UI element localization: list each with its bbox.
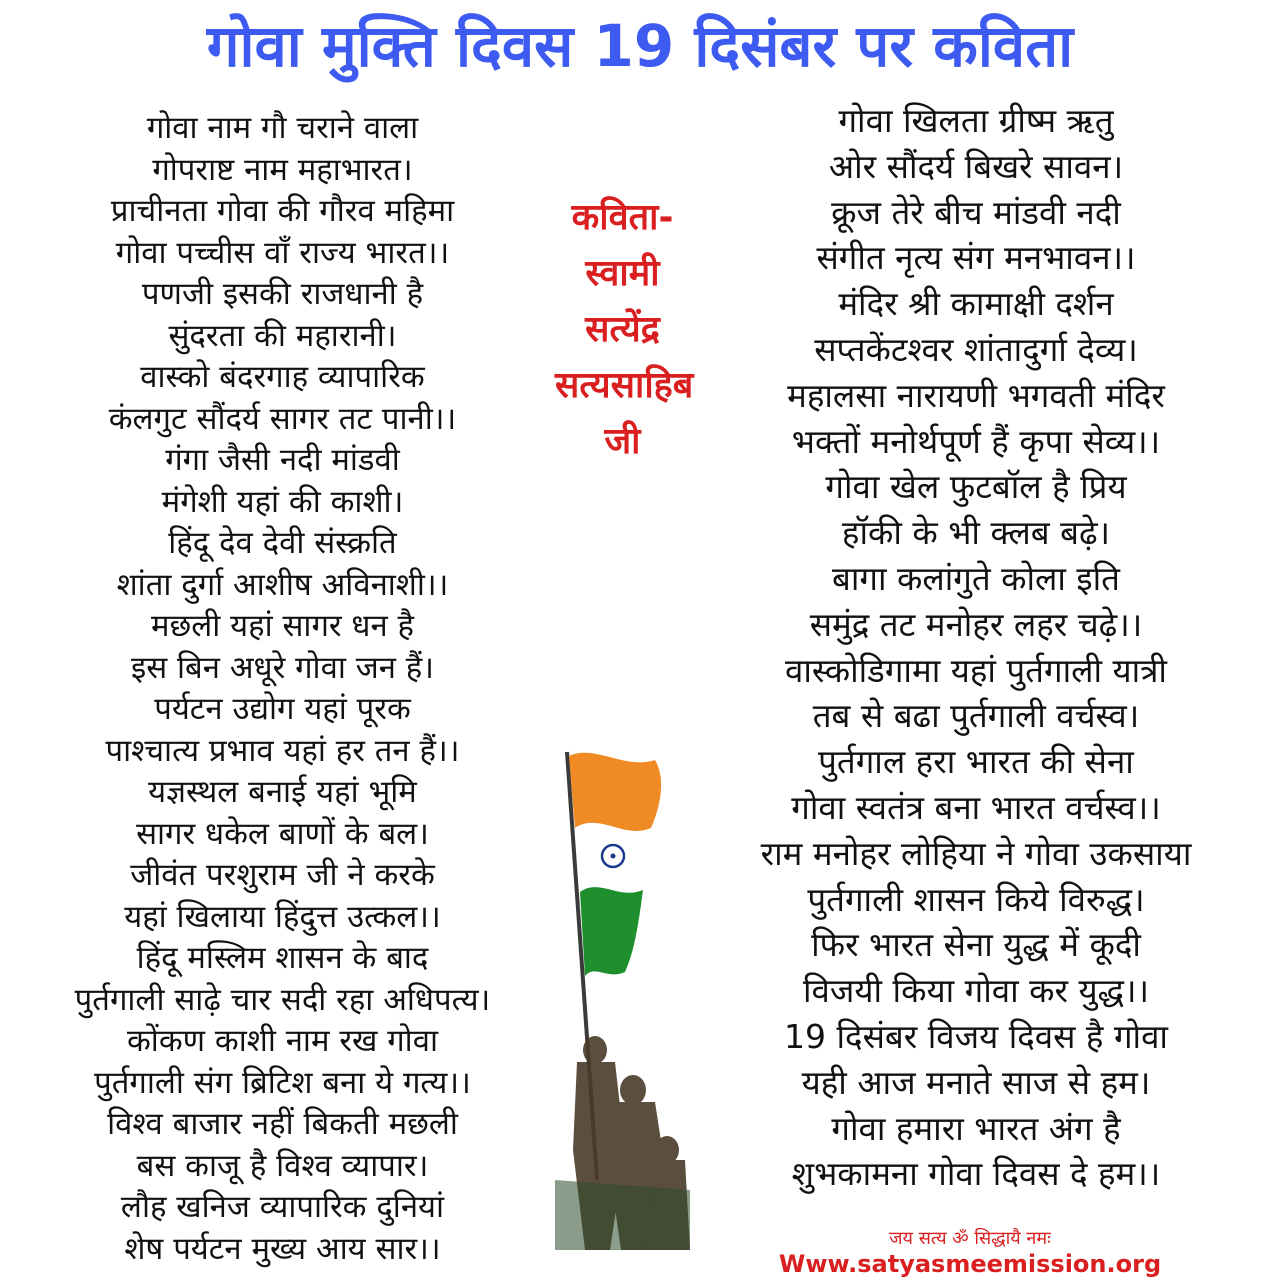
flag-saffron-band: [569, 753, 661, 831]
poem-line: सप्तकेंटश्वर शांतादुर्गा देव्य।: [814, 329, 1138, 369]
poem-line: जीवंत परशुराम जी ने करके: [130, 857, 435, 893]
poem-line: तब से बढा पुर्तगाली वर्चस्व।: [812, 696, 1140, 736]
poem-line: मंदिर श्री कामाक्षी दर्शन: [838, 284, 1114, 324]
poem-line: वास्को बंदरगाह व्यापारिक: [140, 359, 425, 395]
poem-line: गोवा नाम गौ चराने वाला: [146, 110, 419, 146]
poem-title: गोवा मुक्ति दिवस 19 दिसंबर पर कविता: [206, 12, 1074, 80]
poem-line: प्राचीनता गोवा की गौरव महिमा: [110, 193, 455, 229]
poem-line: शुभकामना गोवा दिवस दे हम।।: [791, 1154, 1161, 1194]
poem-line: पुर्तगाली संग ब्रिटिश बना ये गत्य।।: [94, 1064, 471, 1101]
poem-line: लौह खनिज व्यापारिक दुनियां: [120, 1189, 445, 1225]
poem-line: शेष पर्यटन मुख्य आय सार।।: [124, 1230, 441, 1267]
poem-line: गोवा खिलता ग्रीष्म ऋतु: [838, 101, 1114, 140]
poem-line: यहां खिलाया हिंदुत्त उत्कल।।: [124, 898, 441, 935]
poet-credit-line: स्वामी: [585, 253, 660, 294]
poem-line: गोवा खेल फुटबॉल है प्रिय: [825, 467, 1127, 507]
flag-green-band: [580, 887, 643, 976]
poem-line: यही आज मनाते साज से हम।: [801, 1062, 1151, 1102]
poem-line: ओर सौंदर्य बिखरे सावन।: [828, 146, 1124, 186]
poem-line: शांता दुर्गा आशीष अविनाशी।।: [116, 566, 449, 603]
poem-line: मछली यहां सागर धन है: [150, 608, 415, 644]
center-panel: [555, 190, 694, 1250]
poet-credit-line: जी: [604, 421, 641, 462]
poem-line: हिंदू मस्लिम शासन के बाद: [136, 940, 429, 976]
poem-line: विजयी किया गोवा कर युद्ध।।: [803, 971, 1149, 1011]
poem-line: भक्तों मनोर्थपूर्ण हैं कृपा सेव्य।।: [791, 421, 1161, 461]
poem-line: पाश्चात्य प्रभाव यहां हर तन हैं।।: [105, 732, 460, 769]
website-link[interactable]: Www.satyasmeemission.org: [778, 1250, 1162, 1278]
poem-right-column: [672, 98, 1280, 1197]
poem-line: बागा कलांगुते कोला इति: [831, 558, 1120, 598]
poem-line: बस काजू है विश्व व्यापार।: [136, 1147, 429, 1184]
poem-line: कोंकण काशी नाम रख गोवा: [127, 1023, 438, 1059]
poem-line: गोवा पच्चीस वाँ राज्य भारत।।: [115, 234, 450, 271]
poem-line: मंगेशी यहां की काशी।: [161, 483, 404, 520]
poem-line: फिर भारत सेना युद्ध में कूदी: [811, 925, 1141, 965]
poem-line: इस बिन अधूरे गोवा जन हैं।: [131, 649, 434, 686]
poem-line: कंलगुट सौंदर्य सागर तट पानी।।: [108, 400, 457, 437]
poem-line: सागर धकेल बाणों के बल।: [136, 815, 429, 852]
poem-line: क्रूज तेरे बीच मांडवी नदी: [831, 192, 1121, 232]
soldiers-shadow: [555, 1180, 690, 1250]
poet-credit-line: सत्यसाहिब: [555, 365, 694, 406]
poem-line: वास्कोडिगामा यहां पुर्तगाली यात्री: [785, 650, 1167, 690]
poem-line: यज्ञस्थल बनाई यहां भूमि: [148, 774, 417, 810]
poem-line: सुंदरता की महारानी।: [168, 317, 397, 354]
poem-line: पर्यटन उद्योग यहां पूरक: [154, 691, 411, 727]
poem-line: पुर्तगाली साढ़े चार सदी रहा अधिपत्य।: [74, 981, 491, 1018]
poem-line: हॉकी के भी क्लब बढ़े।: [841, 513, 1111, 553]
footer-mantra: जय सत्य ॐ सिद्धायै नमः: [889, 1228, 1051, 1249]
poem-line: समुंद्र तट मनोहर लहर चढ़े।।: [809, 604, 1143, 644]
poem-left-column: [0, 108, 565, 1270]
poem-line: पुर्तगाल हरा भारत की सेना: [818, 742, 1134, 782]
poem-line: 19 दिसंबर विजय दिवस है गोवा: [784, 1016, 1168, 1056]
poet-credit-line: सत्येंद्र: [585, 309, 660, 350]
poet-credit-line: कविता-: [571, 197, 674, 238]
flag-chakra-hub: [611, 854, 616, 859]
poem-line: पुर्तगाली शासन किये विरुद्ध।: [807, 879, 1145, 919]
poem-line: महालसा नारायणी भगवती मंदिर: [787, 375, 1165, 415]
poem-line: संगीत नृत्य संग मनभावन।।: [816, 238, 1136, 278]
poem-line: गोवा स्वतंत्र बना भारत वर्चस्व।।: [791, 787, 1161, 827]
poem-line: राम मनोहर लोहिया ने गोवा उकसाया: [760, 833, 1192, 873]
poem-line: गोपराष्ट नाम महाभारत।: [152, 151, 413, 188]
poem-line: गोवा हमारा भारत अंग है: [831, 1108, 1121, 1148]
flag-hoisting-illustration: [555, 750, 690, 1250]
footer: [690, 1228, 1250, 1278]
poem-line: गंगा जैसी नदी मांडवी: [165, 442, 400, 478]
poet-credit: [555, 190, 694, 470]
poem-line: हिंदू देव देवी संस्क्रति: [168, 525, 397, 561]
poem-line: पणजी इसकी राजधानी है: [141, 276, 424, 312]
poem-line: विश्व बाजार नहीं बिकती मछली: [107, 1106, 458, 1142]
